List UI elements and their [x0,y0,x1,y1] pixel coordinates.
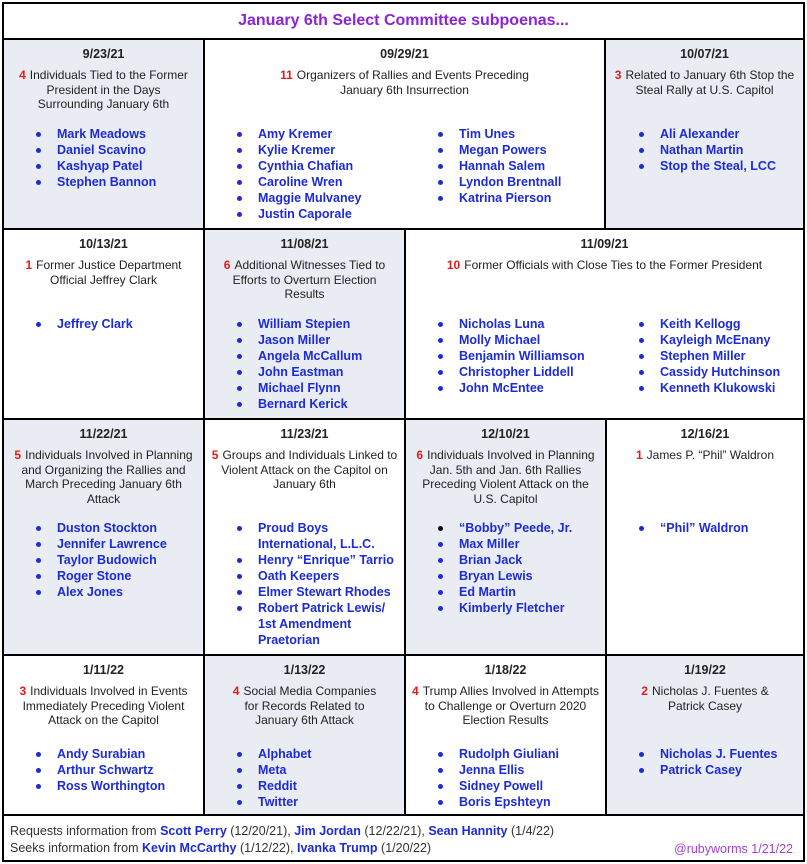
list-item: Kenneth Klukowski [637,380,780,396]
name-list [34,126,156,190]
requests-line: Requests information from Scott Perry (12/20/21), Jim Jordan (12/22/21), Sean Hannity (1/4/22) [10,824,555,838]
list-item: Cynthia Chafian [235,158,362,174]
name-list [235,746,311,810]
list-item: Nicholas J. Fuentes [637,746,777,762]
cell-description: 3 Individuals Involved in Events Immediately Preceding Violent Attack on the Capitol [19,684,188,727]
cell-description: 4 Individuals Tied to the Former President in the Days Surrounding January 6th [19,68,188,111]
list-item: Henry “Enrique” Tarrio [235,552,394,568]
list-item: William Stepien [235,316,362,332]
list-item: John Eastman [235,364,362,380]
list-item: Christopher Liddell [436,364,585,380]
list-item: Ed Martin [436,584,572,600]
cell-description: 10 Former Officials with Close Ties to the Former President [446,258,763,272]
list-item: Proud Boys International, L.L.C. [235,520,394,552]
list-item: Kimberly Fletcher [436,600,572,616]
list-item: Twitter [235,794,311,810]
footer-name: Scott Perry [160,824,227,838]
list-item: Alphabet [235,746,311,762]
list-item: “Bobby” Peede, Jr. [436,520,572,536]
list-item: Jeffrey Clark [34,316,133,332]
footer [4,816,803,860]
name-list [436,746,559,810]
list-item: Stephen Bannon [34,174,156,190]
list-item: Justin Caporale [235,206,362,222]
subpoena-count: 5 [14,448,22,462]
list-item: Stop the Steal, LCC [637,158,776,174]
cell-date: 11/09/21 [580,237,629,251]
list-item: Arthur Schwartz [34,762,165,778]
list-item: Mark Meadows [34,126,156,142]
cell-description: 6 Additional Witnesses Tied to Efforts to Overturn Election Results [223,258,386,301]
list-item: Molly Michael [436,332,585,348]
cell-description: 3 Related to January 6th Stop the Steal Rally at U.S. Capitol [614,68,795,97]
cell-date: 09/29/21 [380,47,429,61]
cell-1-11-22 [4,656,205,816]
name-list [637,746,777,778]
footer-name: Ivanka Trump [296,841,378,855]
list-item: Bernard Kerick [235,396,362,412]
list-item: “Phil” Waldron [637,520,748,536]
list-item: Taylor Budowich [34,552,167,568]
cell-10-07-21 [606,40,803,230]
cell-1-13-22 [205,656,406,816]
list-item: John McEntee [436,380,585,396]
cell-12-16-21 [607,420,803,656]
list-item: Elmer Stewart Rhodes [235,584,394,600]
cell-11-08-21 [205,230,406,420]
list-item: Stephen Miller [637,348,780,364]
cell-1-19-22 [607,656,803,816]
subpoena-count: 4 [232,684,240,698]
name-list [436,316,585,396]
name-list [34,316,133,332]
list-item: Bryan Lewis [436,568,572,584]
cell-description: 6 Individuals Involved in Planning Jan. 5th and Jan. 6th Rallies Preceding Violent Attack on the U.S. Capitol [416,448,595,506]
name-list [34,520,167,600]
cell-description: 11 Organizers of Rallies and Events Preceding January 6th Insurrection [280,68,529,97]
list-item: Nicholas Luna [436,316,585,332]
subpoena-count: 11 [280,68,293,82]
subpoena-count: 3 [19,684,27,698]
list-item: Jason Miller [235,332,362,348]
subpoena-count: 10 [446,258,461,272]
list-item: Daniel Scavino [34,142,156,158]
credit: @rubyworms 1/21/22 [674,842,793,856]
list-item: Michael Flynn [235,380,362,396]
subpoena-count: 5 [211,448,219,462]
footer-name: Jim Jordan [294,824,361,838]
cell-date: 11/22/21 [79,427,128,441]
list-item: Rudolph Giuliani [436,746,559,762]
cell-11-09-21 [406,230,803,420]
subpoena-table [2,2,805,862]
cell-12-10-21 [406,420,607,656]
cell-date: 11/08/21 [280,237,329,251]
list-item: Oath Keepers [235,568,394,584]
list-item: Lyndon Brentnall [436,174,561,190]
name-list [637,126,776,174]
list-item: Kashyap Patel [34,158,156,174]
list-item: Brian Jack [436,552,572,568]
name-list [235,316,362,412]
list-item: Kylie Kremer [235,142,362,158]
list-item: Ross Worthington [34,778,165,794]
cell-date: 12/10/21 [481,427,530,441]
list-item: Duston Stockton [34,520,167,536]
list-item: Andy Surabian [34,746,165,762]
subpoena-count: 6 [223,258,231,272]
cell-date: 10/13/21 [79,237,128,251]
cell-date: 1/13/22 [283,663,326,677]
list-item: Tim Unes [436,126,561,142]
list-item: Hannah Salem [436,158,561,174]
list-item: Katrina Pierson [436,190,561,206]
cell-9-23-21 [4,40,205,230]
list-item: Robert Patrick Lewis/ 1st Amendment Praetorian [235,600,394,648]
footer-name: Kevin McCarthy [142,841,237,855]
list-item: Maggie Mulvaney [235,190,362,206]
cell-description: 5 Individuals Involved in Planning and Organizing the Rallies and March Preceding January 6th Attack [14,448,193,506]
name-list [637,520,748,536]
subpoena-count: 2 [641,684,648,698]
list-item: Nathan Martin [637,142,776,158]
list-item: Sidney Powell [436,778,559,794]
subpoena-count: 1 [635,448,643,462]
name-list [34,746,165,794]
subpoena-count: 4 [412,684,419,698]
list-item: Reddit [235,778,311,794]
list-item: Caroline Wren [235,174,362,190]
cell-11-22-21 [4,420,205,656]
cell-description: 1 James P. “Phil” Waldron [635,448,775,462]
cell-description: 2 Nicholas J. Fuentes & Patrick Casey [641,684,769,713]
list-item: Angela McCallum [235,348,362,364]
cell-date: 11/23/21 [280,427,329,441]
subpoena-count: 1 [25,258,33,272]
list-item: Max Miller [436,536,572,552]
cell-description: 4 Social Media Companies for Records Related to January 6th Attack [232,684,377,727]
list-item: Alex Jones [34,584,167,600]
list-item: Jenna Ellis [436,762,559,778]
cell-date: 12/16/21 [680,427,730,441]
cell-description: 5 Groups and Individuals Linked to Violent Attack on the Capitol on January 6th [211,448,398,491]
cell-description: 4 Trump Allies Involved in Attempts to Challenge or Overturn 2020 Election Results [412,684,599,727]
list-item: Roger Stone [34,568,167,584]
list-item: Benjamin Williamson [436,348,585,364]
cell-11-23-21 [205,420,406,656]
list-item: Jennifer Lawrence [34,536,167,552]
list-item: Kayleigh McEnany [637,332,780,348]
cell-date: 10/07/21 [680,47,729,61]
list-item: Ali Alexander [637,126,776,142]
seeks-line: Seeks information from Kevin McCarthy (1/12/22), Ivanka Trump (1/20/22) [10,841,432,855]
list-item: Meta [235,762,311,778]
cell-09-29-21 [205,40,606,230]
cell-1-18-22 [406,656,607,816]
subpoena-count: 4 [19,68,26,82]
subpoena-count: 6 [416,448,424,462]
name-list [436,520,572,616]
name-list [235,126,362,222]
list-item: Megan Powers [436,142,561,158]
name-list [235,520,394,648]
cell-date: 9/23/21 [82,47,125,61]
cell-date: 1/18/22 [484,663,527,677]
cell-description: 1 Former Justice Department Official Jeffrey Clark [25,258,182,287]
subpoena-count: 3 [614,68,622,82]
list-item: Boris Epshteyn [436,794,559,810]
cell-date: 1/19/22 [684,663,726,677]
cell-date: 1/11/22 [82,663,124,677]
list-item: Patrick Casey [637,762,777,778]
cell-10-13-21 [4,230,205,420]
footer-name: Sean Hannity [428,824,508,838]
list-item: Amy Kremer [235,126,362,142]
page-title: January 6th Select Committee subpoenas... [4,4,803,40]
name-list [637,316,780,396]
list-item: Keith Kellogg [637,316,780,332]
list-item: Cassidy Hutchinson [637,364,780,380]
name-list [436,126,561,206]
